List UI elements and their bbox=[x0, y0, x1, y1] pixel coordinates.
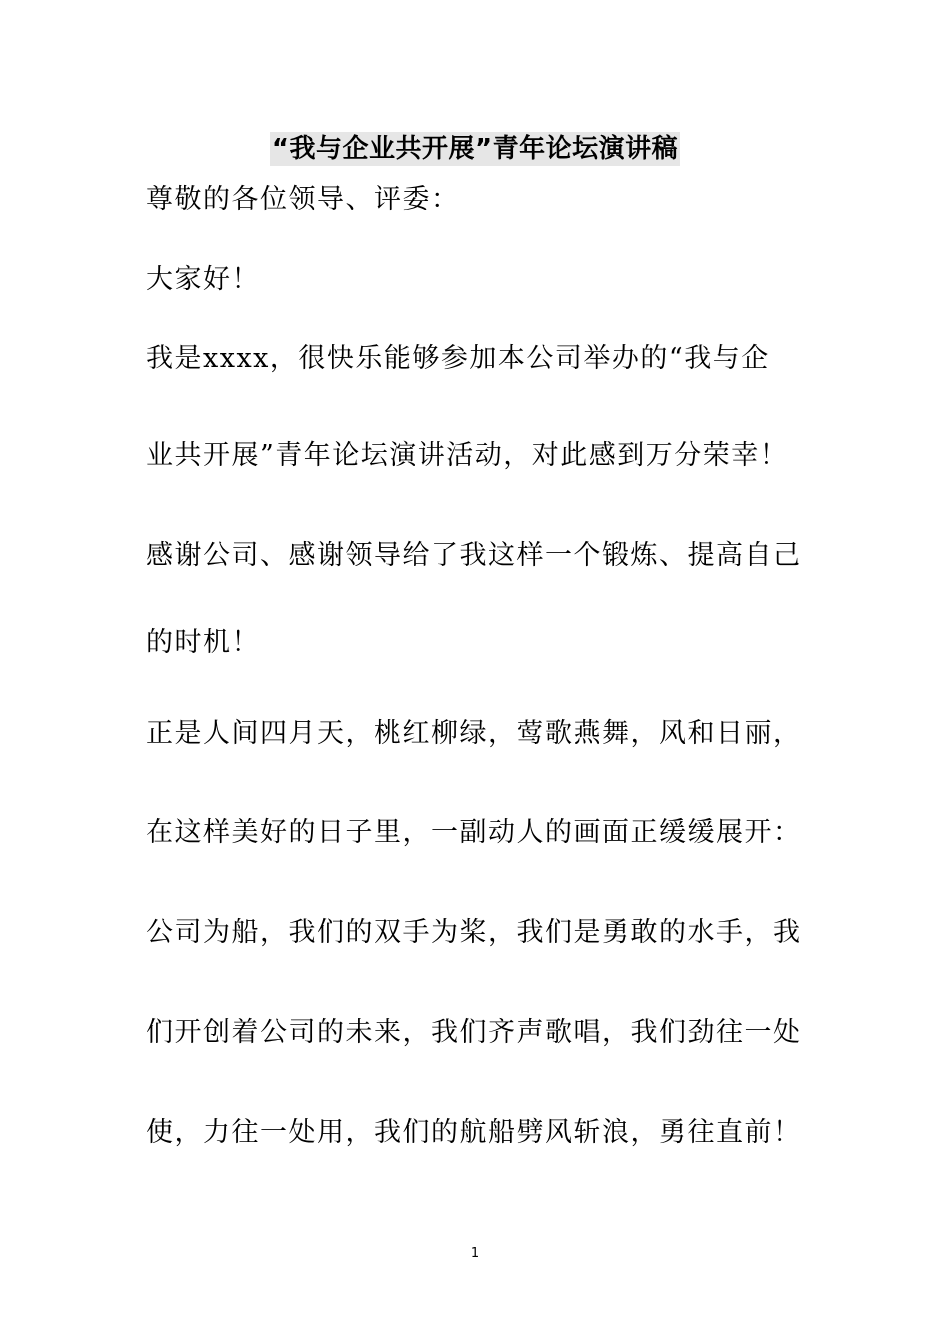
body-line: 我是xxxx，很快乐能够参加本公司举办的“我与企 bbox=[146, 343, 770, 374]
body-line: 使，力往一处用，我们的航船劈风斩浪，勇往直前！ bbox=[146, 1117, 802, 1148]
title-container bbox=[0, 132, 950, 166]
body-line: 在这样美好的日子里，一副动人的画面正缓缓展开： bbox=[146, 817, 802, 848]
page-number: 1 bbox=[470, 1246, 480, 1261]
body-line: 们开创着公司的未来，我们齐声歌唱，我们劲往一处 bbox=[146, 1017, 802, 1048]
body-line: 业共开展”青年论坛演讲活动，对此感到万分荣幸！ bbox=[146, 440, 789, 471]
body-line: 感谢公司、感谢领导给了我这样一个锻炼、提高自己 bbox=[146, 540, 802, 571]
body-line: 正是人间四月天，桃红柳绿，莺歌燕舞，风和日丽， bbox=[146, 718, 802, 749]
body-line: 的时机！ bbox=[146, 627, 260, 658]
salutation-line: 尊敬的各位领导、评委： bbox=[146, 184, 460, 215]
body-line: 公司为船，我们的双手为桨，我们是勇敢的水手，我 bbox=[146, 917, 802, 948]
greeting-line: 大家好！ bbox=[146, 264, 260, 295]
document-title: “我与企业共开展”青年论坛演讲稿 bbox=[271, 134, 679, 164]
